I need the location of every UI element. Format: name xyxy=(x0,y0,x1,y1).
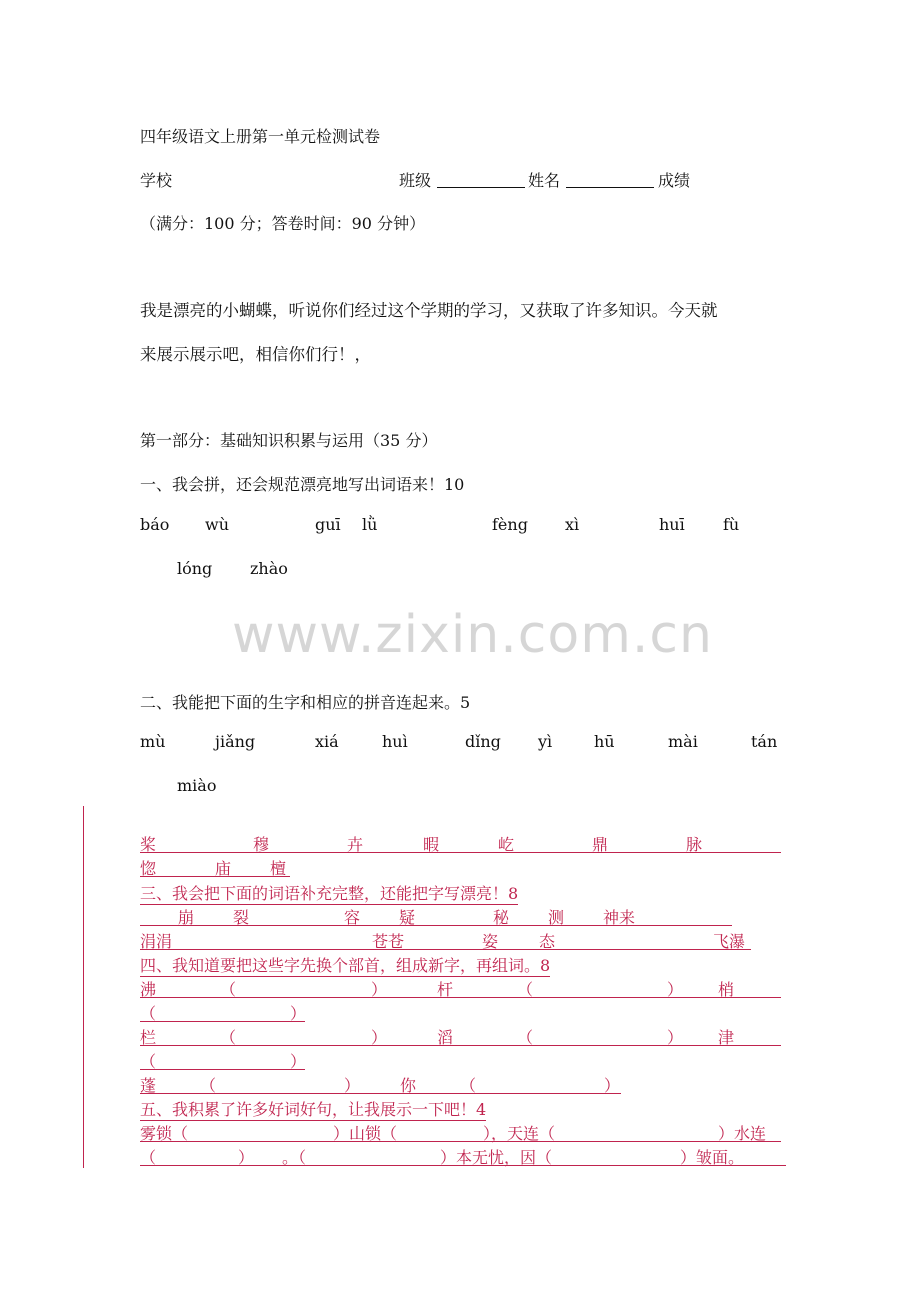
pinyin: lóng xyxy=(177,559,213,578)
pinyin: fù xyxy=(723,515,740,534)
idiom-segment: （ xyxy=(140,1148,157,1167)
paren: ） xyxy=(344,1076,361,1095)
q5-row1 xyxy=(0,1121,920,1142)
exam-note: （满分：100 分；答卷时间：90 分钟） xyxy=(140,214,426,233)
pinyin: zhào xyxy=(250,559,288,578)
char: 屹 xyxy=(498,835,515,854)
radical-char: 津 xyxy=(718,1028,735,1047)
name-label: 姓名 xyxy=(528,171,561,190)
word-char: 容 xyxy=(344,908,361,927)
char: 卉 xyxy=(347,835,364,854)
word-char: 苍苍 xyxy=(372,932,405,951)
q4-row2b xyxy=(0,1049,920,1070)
paren: ） xyxy=(604,1076,621,1095)
word-char: 崩 xyxy=(178,908,195,927)
idiom-segment: ）山锁（ xyxy=(333,1124,398,1143)
paren: （ xyxy=(140,1052,157,1071)
idiom-segment: ）本无忧，因（ xyxy=(440,1148,553,1167)
paren: ） xyxy=(667,1028,684,1047)
paren: （ xyxy=(200,1076,217,1095)
idiom-segment: ），天连（ xyxy=(483,1124,556,1143)
char: 鼎 xyxy=(592,835,609,854)
radical-char: 滔 xyxy=(437,1028,454,1047)
q4-title: 四、我知道要把这些字先换个部首，组成新字，再组词。8 xyxy=(140,953,550,977)
word-char: 裂 xyxy=(233,908,250,927)
q5-row2 xyxy=(0,1145,920,1166)
radical-char: 你 xyxy=(400,1076,417,1095)
q3-title: 三、我会把下面的词语补充完整，还能把字写漂亮！8 xyxy=(140,881,518,905)
paren: （ xyxy=(517,1028,534,1047)
q2-chars-row1 xyxy=(0,832,920,853)
word-char: 姿 xyxy=(482,932,499,951)
radical-char: 梢 xyxy=(718,980,735,999)
radical-char: 杆 xyxy=(437,980,454,999)
char: 桨 xyxy=(140,835,157,854)
word-char: 态 xyxy=(539,932,556,951)
pinyin: xiá xyxy=(315,732,339,751)
pinyin: tán xyxy=(751,732,778,751)
word-char: 疑 xyxy=(399,908,416,927)
pinyin: yì xyxy=(538,732,553,751)
q3-row2 xyxy=(0,929,920,950)
char: 檀 xyxy=(270,859,287,878)
school-label: 学校 xyxy=(140,171,173,190)
pinyin: lǜ xyxy=(362,515,378,534)
q4-row1b xyxy=(0,1001,920,1022)
char: 穆 xyxy=(253,835,270,854)
word-char: 神来 xyxy=(603,908,636,927)
idiom-segment: ）水连 xyxy=(718,1124,767,1143)
part1-heading: 第一部分：基础知识积累与运用（35 分） xyxy=(140,431,438,450)
paren: ） xyxy=(290,1004,307,1023)
word-char: 测 xyxy=(548,908,565,927)
char: 暇 xyxy=(423,835,440,854)
paren: （ xyxy=(517,980,534,999)
page-title: 四年级语文上册第一单元检测试卷 xyxy=(140,127,381,146)
paren: （ xyxy=(140,1004,157,1023)
pinyin: miào xyxy=(177,776,217,795)
paren: ） xyxy=(667,980,684,999)
q1-pinyin-row2 xyxy=(0,559,920,579)
word-char: 飞瀑 xyxy=(713,932,746,951)
paren: ） xyxy=(290,1052,307,1071)
pinyin: fèng xyxy=(492,515,528,534)
char: 脉 xyxy=(686,835,703,854)
q4-row3 xyxy=(0,1073,920,1094)
paren: （ xyxy=(220,1028,237,1047)
radical-char: 沸 xyxy=(140,980,157,999)
pinyin: mài xyxy=(668,732,698,751)
paren: ） xyxy=(371,1028,388,1047)
watermark: www.zixin.com.cn xyxy=(232,605,713,665)
paren: （ xyxy=(220,980,237,999)
paren: （ xyxy=(460,1076,477,1095)
pinyin: wù xyxy=(205,515,229,534)
name-field[interactable] xyxy=(566,168,654,188)
word-char: 涓涓 xyxy=(140,932,173,951)
char: 惚 xyxy=(140,859,157,878)
q1-title: 一、我会拼，还会规范漂亮地写出词语来！10 xyxy=(140,475,465,494)
q5-title: 五、我积累了许多好词好句，让我展示一下吧！4 xyxy=(140,1097,486,1121)
idiom-segment: ） xyxy=(238,1148,255,1167)
radical-char: 栏 xyxy=(140,1028,157,1047)
pinyin: mù xyxy=(140,732,166,751)
idiom-segment: 雾锁（ xyxy=(140,1124,189,1143)
class-label: 班级 xyxy=(399,171,432,190)
pinyin: dǐng xyxy=(465,732,501,751)
q2-chars-row2 xyxy=(0,856,920,877)
pinyin: báo xyxy=(140,515,170,534)
score-label: 成绩 xyxy=(658,171,691,190)
q1-pinyin-row1 xyxy=(0,515,920,535)
q2-pinyin-row1 xyxy=(0,732,920,752)
q2-pinyin-row2 xyxy=(0,776,920,796)
pinyin: hū xyxy=(594,732,615,751)
word-char: 秘 xyxy=(493,908,510,927)
intro-line-2: 来展示展示吧，相信你们行！， xyxy=(140,345,371,364)
paren: ） xyxy=(371,980,388,999)
radical-char: 蓬 xyxy=(140,1076,157,1095)
pinyin: jiǎng xyxy=(215,732,256,751)
pinyin: xì xyxy=(565,515,580,534)
pinyin: huī xyxy=(659,515,685,534)
class-field[interactable] xyxy=(437,168,525,188)
intro-line-1: 我是漂亮的小蝴蝶，听说你们经过这个学期的学习，又获取了许多知识。今天就 xyxy=(140,301,718,320)
q4-row1 xyxy=(0,977,920,998)
q4-row2 xyxy=(0,1025,920,1046)
q2-title: 二、我能把下面的生字和相应的拼音连起来。5 xyxy=(140,693,471,712)
char: 庙 xyxy=(215,859,232,878)
pinyin: huì xyxy=(382,732,408,751)
idiom-segment: ）皱面。 xyxy=(680,1148,745,1167)
pinyin: guī xyxy=(315,515,341,534)
q3-row1 xyxy=(0,905,920,926)
idiom-segment: 。（ xyxy=(282,1148,307,1167)
